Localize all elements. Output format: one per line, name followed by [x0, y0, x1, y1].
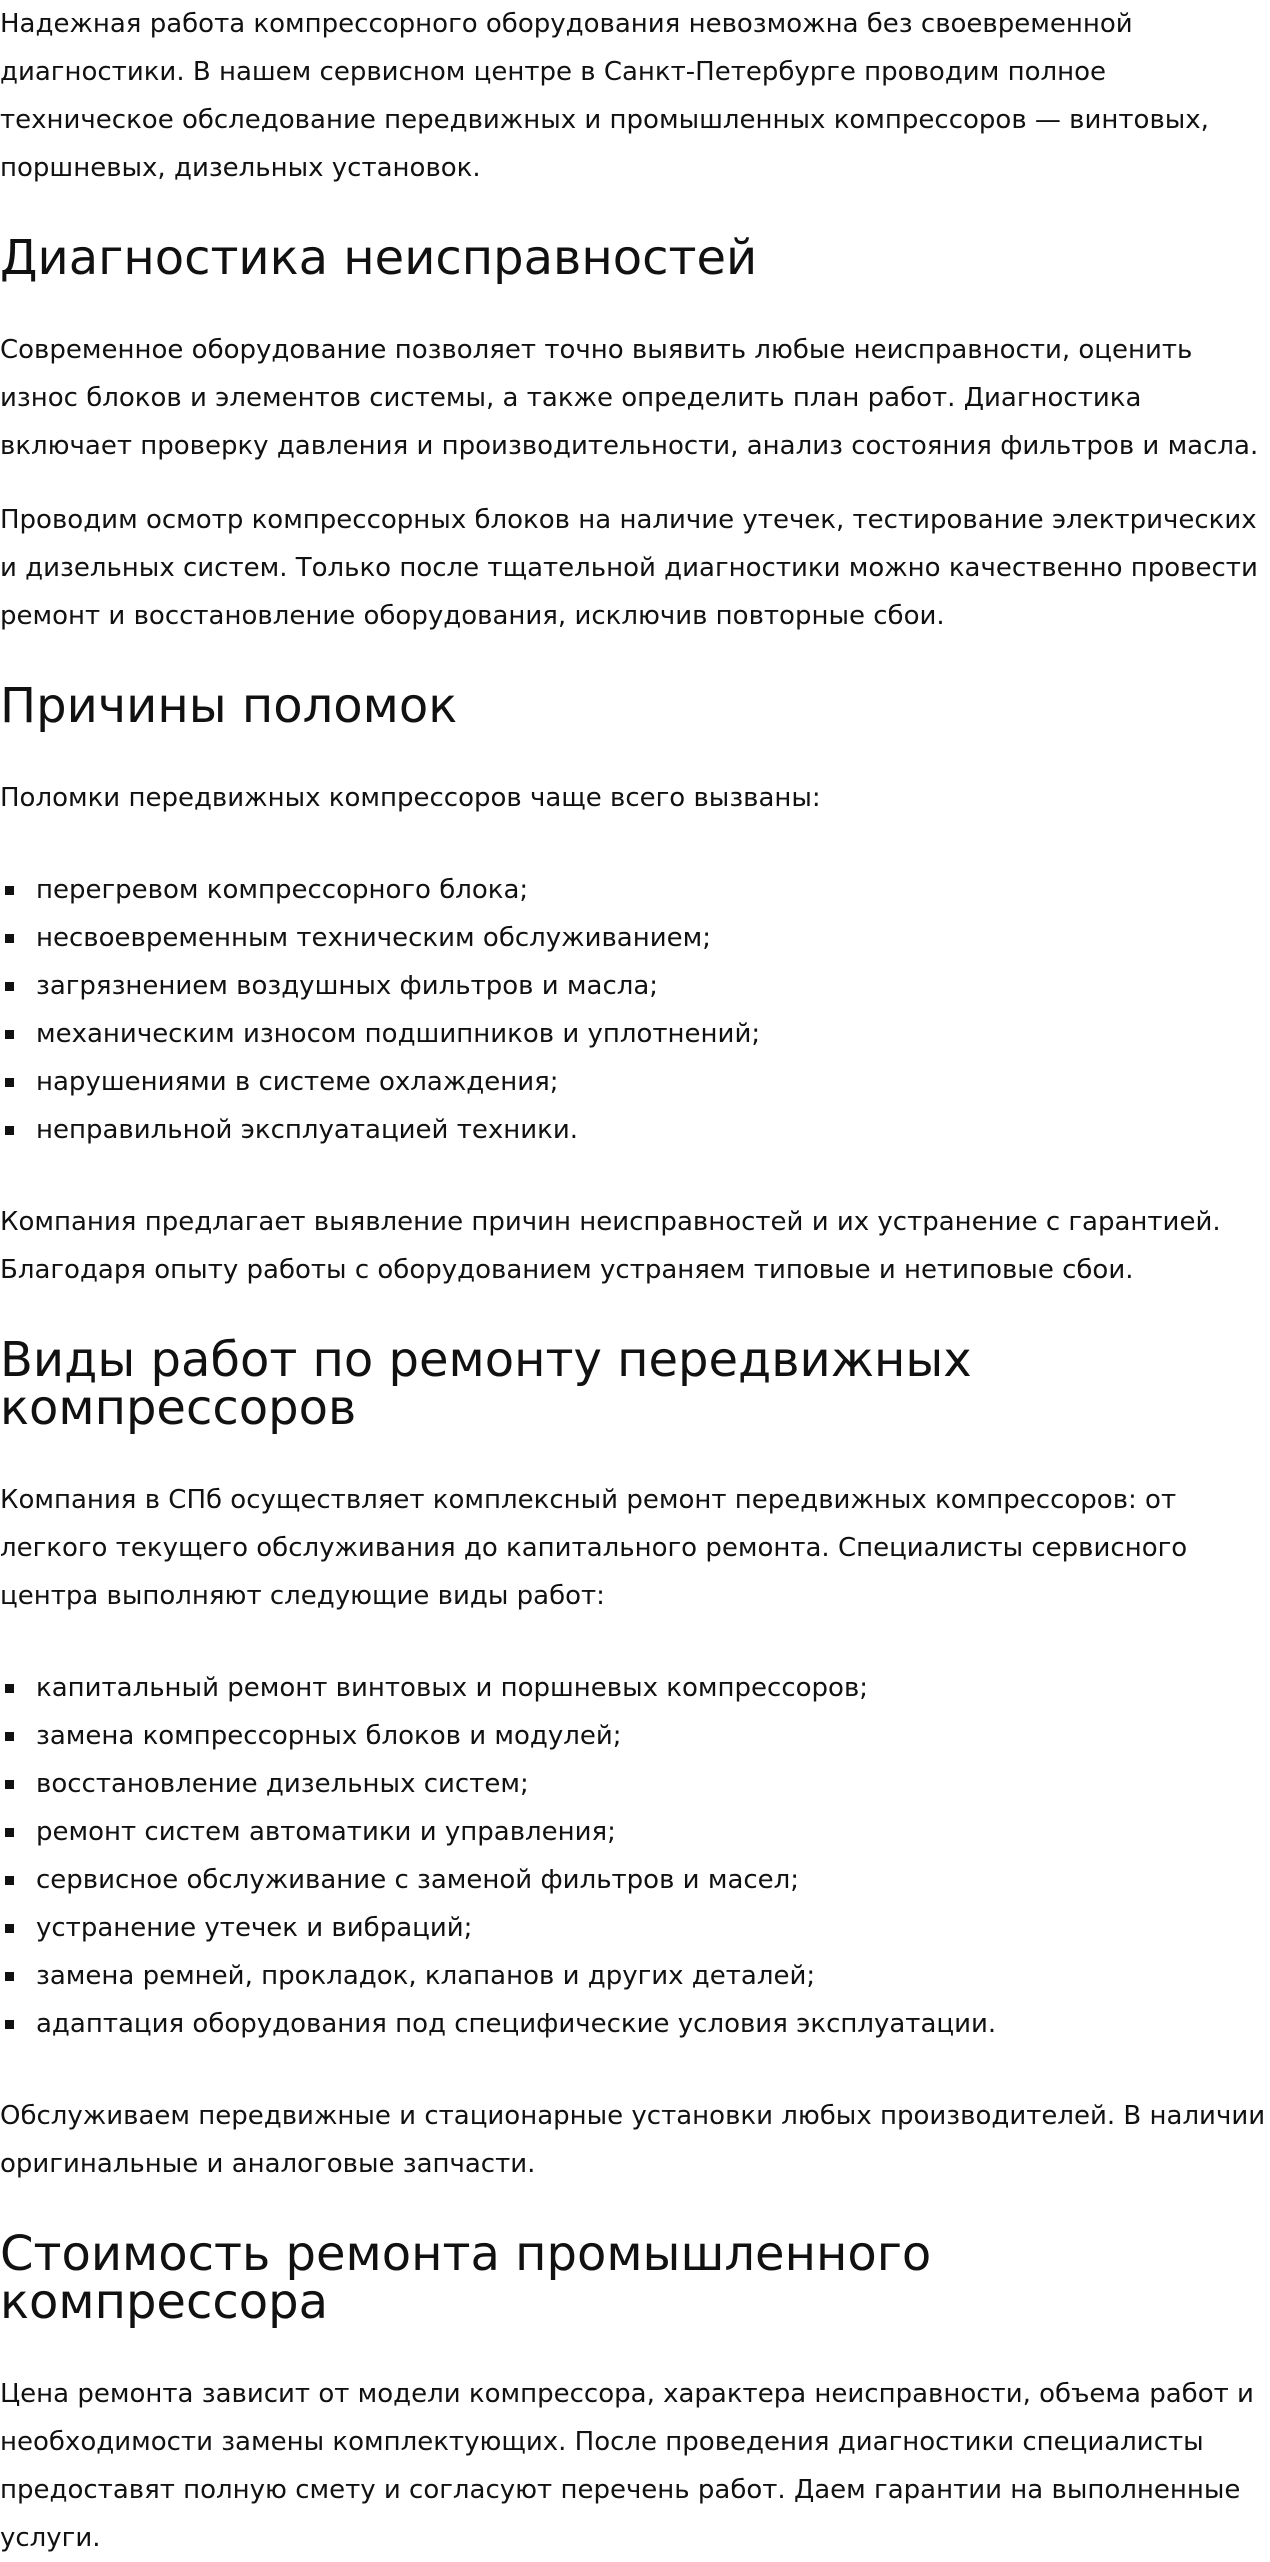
bullet-square-icon — [5, 2020, 14, 2029]
bullet-square-icon — [5, 1732, 14, 1741]
list-item — [0, 1904, 1270, 1952]
bullet-square-icon — [5, 1030, 14, 1039]
list-item — [0, 1058, 1270, 1106]
bullet-square-icon — [5, 982, 14, 991]
causes-closing: Компания предлагает выявление причин неисправностей и их устранение с гарантией. Благодаря опыту работы с оборудованием устраняем типовые и нетиповые сбои. — [0, 1207, 1221, 1285]
bullet-square-icon — [5, 886, 14, 895]
list-item — [0, 1712, 1270, 1760]
intro-paragraph: Надежная работа компрессорного оборудования невозможна без своевременной диагностики. В нашем сервисном центре в Санкт-Петербурге проводим полное техническое обследование передвижных и промышленных компрессоров — винтовых, поршневых, дизельных установок. — [0, 9, 1209, 183]
causes-list — [0, 866, 1270, 1154]
list-item-text: сервисное обслуживание с заменой фильтров и масел; — [36, 1865, 800, 1895]
bullet-square-icon — [5, 1780, 14, 1789]
list-item-text: перегревом компрессорного блока; — [36, 875, 529, 905]
list-item-text: нарушениями в системе охлаждения; — [36, 1067, 559, 1097]
cost-paragraph: Цена ремонта зависит от модели компрессора, характера неисправности, объема работ и необходимости замены комплектующих. После проведения диагностики специалисты предоставят полную смету и согласуют перечень работ. Даем гарантии на выполненные услуги. — [0, 2379, 1254, 2553]
works-heading: Виды работ по ремонту передвижных компрессоров — [0, 1332, 972, 1436]
list-item — [0, 1664, 1270, 1712]
bullet-square-icon — [5, 1972, 14, 1981]
list-item-text: несвоевременным техническим обслуживанием; — [36, 923, 711, 953]
bullet-square-icon — [5, 1876, 14, 1885]
list-item — [0, 1808, 1270, 1856]
list-item-text: ремонт систем автоматики и управления; — [36, 1817, 616, 1847]
diagnostics-heading: Диагностика неисправностей — [0, 230, 758, 286]
works-closing: Обслуживаем передвижные и стационарные установки любых производителей. В наличии оригинальные и аналоговые запчасти. — [0, 2101, 1266, 2179]
list-item-text: механическим износом подшипников и уплотнений; — [36, 1019, 761, 1049]
diagnostics-paragraph-2: Проводим осмотр компрессорных блоков на наличие утечек, тестирование электрических и дизельных систем. Только после тщательной диагностики можно качественно провести ремонт и восстановление оборудования, исключив повторные сбои. — [0, 505, 1258, 631]
cost-heading: Стоимость ремонта промышленного компрессора — [0, 2226, 932, 2330]
bullet-square-icon — [5, 934, 14, 943]
bullet-square-icon — [5, 1078, 14, 1087]
list-item-text: восстановление дизельных систем; — [36, 1769, 529, 1799]
causes-lead: Поломки передвижных компрессоров чаще всего вызваны: — [0, 783, 821, 813]
list-item-text: загрязнением воздушных фильтров и масла; — [36, 971, 659, 1001]
bullet-square-icon — [5, 1828, 14, 1837]
list-item-text: замена компрессорных блоков и модулей; — [36, 1721, 622, 1751]
list-item — [0, 914, 1270, 962]
list-item — [0, 2000, 1270, 2048]
list-item-text: адаптация оборудования под специфические условия эксплуатации. — [36, 2009, 997, 2039]
list-item-text: капитальный ремонт винтовых и поршневых компрессоров; — [36, 1673, 869, 1703]
works-lead: Компания в СПб осуществляет комплексный ремонт передвижных компрессоров: от легкого текущего обслуживания до капитального ремонта. Специалисты сервисного центра выполняют следующие виды работ: — [0, 1485, 1188, 1611]
causes-heading: Причины поломок — [0, 678, 458, 734]
list-item — [0, 962, 1270, 1010]
list-item-text: замена ремней, прокладок, клапанов и других деталей; — [36, 1961, 816, 1991]
list-item-text: неправильной эксплуатацией техники. — [36, 1115, 578, 1145]
list-item — [0, 1952, 1270, 2000]
list-item — [0, 1106, 1270, 1154]
diagnostics-paragraph-1: Современное оборудование позволяет точно выявить любые неисправности, оценить износ блоков и элементов системы, а также определить план работ. Диагностика включает проверку давления и производительности, анализ состояния фильтров и масла. — [0, 335, 1259, 461]
list-item — [0, 1856, 1270, 1904]
bullet-square-icon — [5, 1684, 14, 1693]
list-item — [0, 1760, 1270, 1808]
bullet-square-icon — [5, 1126, 14, 1135]
list-item — [0, 866, 1270, 914]
list-item-text: устранение утечек и вибраций; — [36, 1913, 473, 1943]
bullet-square-icon — [5, 1924, 14, 1933]
list-item — [0, 1010, 1270, 1058]
works-list — [0, 1664, 1270, 2048]
